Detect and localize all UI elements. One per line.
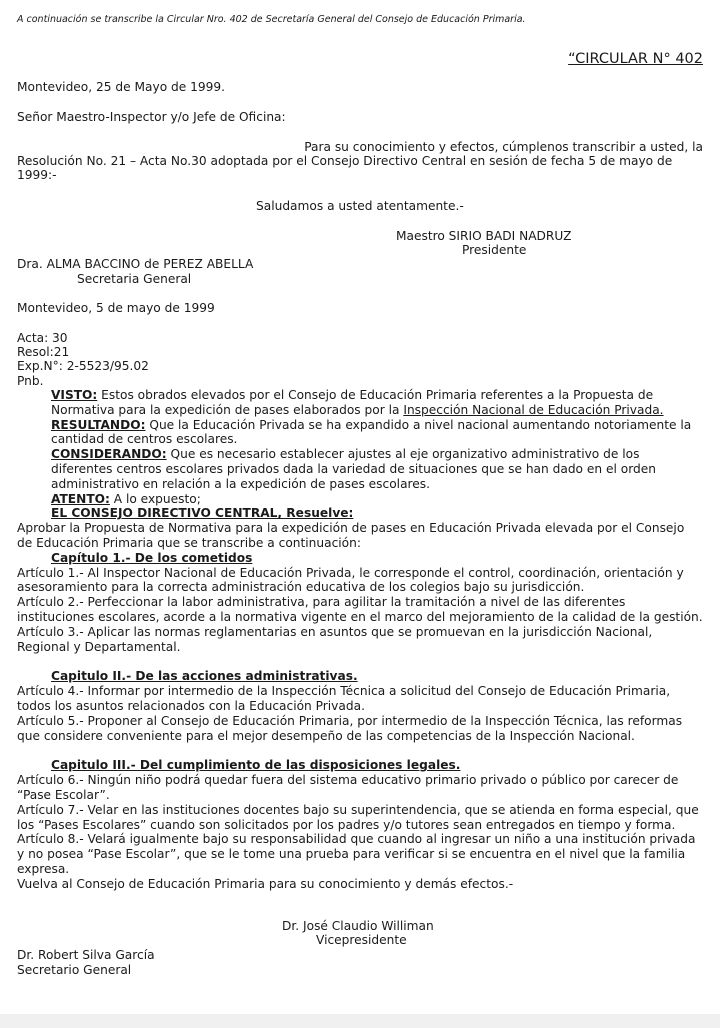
page-bottom-edge bbox=[0, 1014, 720, 1028]
signer-role: Secretario General bbox=[17, 963, 132, 977]
article: Artículo 7.- Velar en las instituciones docentes bajo su superintendencia, que se atienda en forma especial, que los “Pases Escolares” cuando son solicitados por los padres y/o tutores sean entregados en tiempo y forma. bbox=[17, 802, 699, 832]
article: Artículo 4.- Informar por intermedio de la Inspección Técnica a solicitud del Consejo de Educación Primaria, todos los asuntos relacionados con la Educación Privada. bbox=[17, 684, 671, 713]
resultando-label: RESULTANDO: bbox=[51, 417, 146, 432]
inspection-link: Inspección Nacional de Educación Privada. bbox=[403, 402, 664, 417]
visto-paragraph bbox=[17, 388, 703, 418]
article: Artículo 8.- Velará igualmente bajo su responsabilidad que cuando al ingresar un niño a una institución privada y no posea “Pase Escolar”, que se le tome una prueba para verificar si se encuentra en el nivel que la familia expresa. bbox=[17, 832, 696, 876]
approval-paragraph: Aprobar la Propuesta de Normativa para la expedición de pases en Educación Privada elevada por el Consejo de Educación Primaria que se transcribe a continuación: bbox=[17, 521, 685, 550]
visto-label: VISTO: bbox=[51, 388, 98, 402]
chapter-2-title: Capitulo II.- De las acciones administrativas. bbox=[51, 669, 358, 684]
considerando-paragraph bbox=[17, 447, 703, 491]
atento-text: A lo expuesto; bbox=[109, 491, 201, 506]
date-line: Montevideo, 5 de mayo de 1999 bbox=[17, 301, 215, 315]
signer-role: Secretaria General bbox=[77, 272, 192, 286]
article: Artículo 6.- Ningún niño podrá quedar fuera del sistema educativo primario privado o público por carecer de “Pase Escolar”. bbox=[17, 773, 679, 802]
chapter-3-title: Capitulo III.- Del cumplimiento de las disposiciones legales. bbox=[51, 758, 461, 773]
atento-label: ATENTO: bbox=[51, 491, 110, 506]
file-ref: Acta: 30 bbox=[17, 331, 68, 345]
transcription-line-1: Para su conocimiento y efectos, cúmplenos transcribir a usted, la bbox=[304, 140, 703, 154]
greeting: Saludamos a usted atentamente.- bbox=[256, 199, 464, 213]
signer-name: Dra. ALMA BACCINO de PEREZ ABELLA bbox=[17, 257, 254, 271]
date-line: Montevideo, 25 de Mayo de 1999. bbox=[17, 80, 226, 94]
article: Artículo 5.- Proponer al Consejo de Educación Primaria, por intermedio de la Inspección Técnica, las reformas que considere conveniente para el mejor desempeño de las competencias de la Inspección Nacional. bbox=[17, 713, 683, 743]
article: Artículo 1.- Al Inspector Nacional de Educación Privada, le corresponde el control, coordinación, orientación y asesoramiento para la correcta administración educativa de los colegios bajo su jurisdicción. bbox=[17, 565, 684, 595]
article: Artículo 2.- Perfeccionar la labor administrativa, para agilitar la tramitación a nivel de las diferentes instituciones escolares, acorde a la normativa vigente en el marco del mejoramiento de la calidad de la gestión. bbox=[17, 595, 703, 624]
signer-role: Presidente bbox=[462, 243, 527, 257]
file-ref: Pnb. bbox=[17, 374, 44, 388]
transcription-line-3: 1999:- bbox=[17, 168, 57, 182]
signer-role: Vicepresidente bbox=[316, 933, 407, 947]
signer-name: Maestro SIRIO BADI NADRUZ bbox=[396, 229, 572, 243]
spacer bbox=[17, 654, 703, 669]
circular-title: “CIRCULAR N° 402 bbox=[568, 51, 703, 67]
intro-note: A continuación se transcribe la Circular Nro. 402 de Secretaría General del Consejo de Educación Primaria. bbox=[17, 14, 526, 25]
resultando-text: Que la Educación Privada se ha expandido a nivel nacional aumentando notoriamente la cantidad de centros escolares. bbox=[51, 417, 692, 447]
file-ref: Resol:21 bbox=[17, 345, 70, 359]
resolution-body bbox=[17, 388, 703, 892]
file-ref: Exp.N°: 2-5523/95.02 bbox=[17, 359, 149, 373]
resuelve-heading: EL CONSEJO DIRECTIVO CENTRAL, Resuelve: bbox=[51, 506, 354, 521]
signer-name: Dr. José Claudio Williman bbox=[282, 919, 434, 933]
visto-text: Estos obrados elevados por el Consejo de Educación Primaria referentes a la Propuesta de Normativa para la expedición de pases elaborados por la bbox=[51, 388, 654, 417]
transcription-line-2: Resolución No. 21 – Acta No.30 adoptada por el Consejo Directivo Central en sesión de fecha 5 de mayo de bbox=[17, 154, 673, 168]
addressee: Señor Maestro-Inspector y/o Jefe de Oficina: bbox=[17, 110, 286, 124]
chapter-1-title: Capítulo 1.- De los cometidos bbox=[51, 550, 253, 565]
atento-paragraph bbox=[17, 492, 703, 507]
considerando-text: Que es necesario establecer ajustes al eje organizativo administrativo de los diferentes centros escolares privados dada la variedad de situaciones que se han dado en el orden administrativo en relación a la expedición de pases escolares. bbox=[51, 447, 656, 491]
article: Artículo 3.- Aplicar las normas reglamentarias en asuntos que se promuevan en la jurisdicción Nacional, Regional y Departamental. bbox=[17, 624, 653, 654]
closing-line: Vuelva al Consejo de Educación Primaria para su conocimiento y demás efectos.- bbox=[17, 876, 514, 891]
considerando-label: CONSIDERANDO: bbox=[51, 447, 167, 462]
spacer bbox=[17, 743, 703, 758]
resultando-paragraph bbox=[17, 418, 703, 448]
signer-name: Dr. Robert Silva García bbox=[17, 948, 155, 962]
